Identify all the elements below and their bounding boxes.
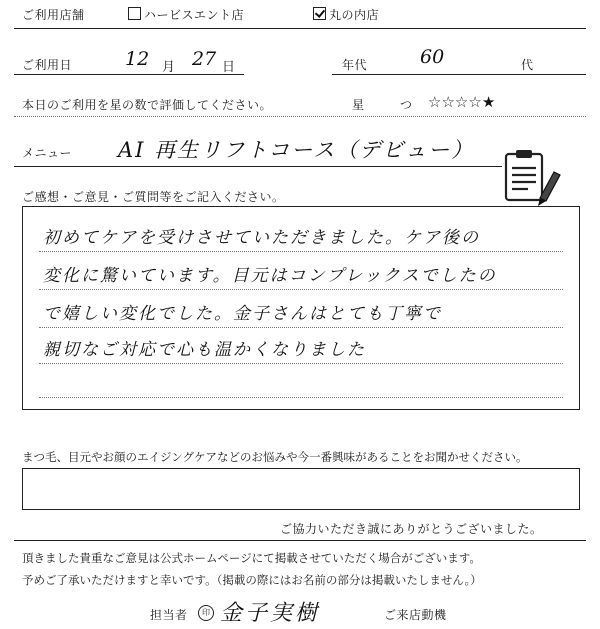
star-filled-icon[interactable]: ★ bbox=[481, 93, 496, 111]
menu-value: AI 再生リフトコース（デビュー） bbox=[118, 138, 475, 162]
date-month-value: 12 bbox=[125, 48, 150, 70]
staff-label: 担当者 bbox=[150, 608, 188, 622]
aging-box[interactable] bbox=[22, 468, 580, 510]
store-label: ご利用店舗 bbox=[22, 8, 85, 22]
menu-underline bbox=[14, 166, 502, 167]
checkbox-herbis[interactable] bbox=[128, 7, 141, 20]
date-label: ご利用日 bbox=[22, 58, 73, 72]
star-empty-icon[interactable]: ☆ bbox=[441, 93, 455, 111]
feedback-rule bbox=[39, 289, 563, 290]
age-underline bbox=[332, 74, 586, 75]
date-day-value: 27 bbox=[192, 48, 217, 70]
staff-name: 金子実樹 bbox=[220, 601, 321, 626]
date-day-unit: 日 bbox=[222, 60, 236, 75]
age-unit: 代 bbox=[521, 58, 534, 72]
store-option-herbis[interactable] bbox=[128, 6, 244, 23]
thanks-text: ご協力いただき誠にありがとうございました。 bbox=[280, 522, 543, 536]
store-option-marunouchi-label: 丸の内店 bbox=[329, 8, 380, 22]
feedback-line: で嬉しい変化でした。金子さんはとても丁寧で bbox=[43, 304, 442, 324]
header-divider bbox=[14, 28, 586, 29]
rating-tsu-label: つ bbox=[400, 98, 413, 112]
feedback-rule bbox=[39, 327, 563, 328]
feedback-line: 初めてケアを受けさせていただきました。ケア後の bbox=[43, 228, 480, 248]
clipboard-pencil-icon bbox=[500, 148, 562, 212]
date-month-unit: 月 bbox=[162, 60, 176, 75]
checkbox-marunouchi[interactable] bbox=[313, 7, 326, 20]
thanks-divider bbox=[14, 540, 586, 541]
aging-prompt: まつ毛、目元やお顔のエイジングケアなどのお悩みや今一番興味があることをお聞かせください。 bbox=[22, 450, 528, 464]
feedback-rule bbox=[39, 363, 563, 364]
rating-stars[interactable] bbox=[428, 92, 495, 111]
rating-divider bbox=[14, 116, 586, 117]
feedback-line: 変化に驚いています。目元はコンプレックスでしたの bbox=[43, 266, 497, 286]
store-option-herbis-label: ハービスエント店 bbox=[144, 8, 245, 22]
feedback-rule bbox=[39, 397, 563, 398]
star-empty-icon[interactable]: ☆ bbox=[428, 93, 442, 111]
notice-line-1: 頂きました貴重なご意見は公式ホームページにて掲載させていただく場合がございます。 bbox=[22, 551, 481, 565]
rating-star-label: 星 bbox=[352, 98, 365, 112]
age-label: 年代 bbox=[342, 58, 368, 72]
age-value: 60 bbox=[420, 46, 445, 68]
star-empty-icon[interactable]: ☆ bbox=[468, 93, 482, 111]
rating-prompt: 本日のご利用を星の数で評価してください。 bbox=[22, 98, 273, 112]
feedback-rule bbox=[39, 251, 563, 252]
motive-label: ご来店動機 bbox=[384, 608, 447, 622]
feedback-prompt: ご感想・ご意見・ご質問等をご記入ください。 bbox=[22, 190, 285, 204]
notice-line-2: 予めご了承いただけますと幸いです。（掲載の際にはお名前の部分は掲載いたしません。） bbox=[22, 573, 482, 587]
feedback-line: 親切なご対応で心も温かくなりました bbox=[43, 340, 366, 360]
feedback-box[interactable] bbox=[22, 206, 580, 410]
star-empty-icon[interactable]: ☆ bbox=[454, 93, 469, 111]
menu-label: メニュー bbox=[22, 146, 73, 160]
seal-mark: 印 bbox=[198, 605, 214, 621]
date-underline bbox=[14, 74, 244, 75]
store-option-marunouchi[interactable] bbox=[313, 6, 379, 23]
